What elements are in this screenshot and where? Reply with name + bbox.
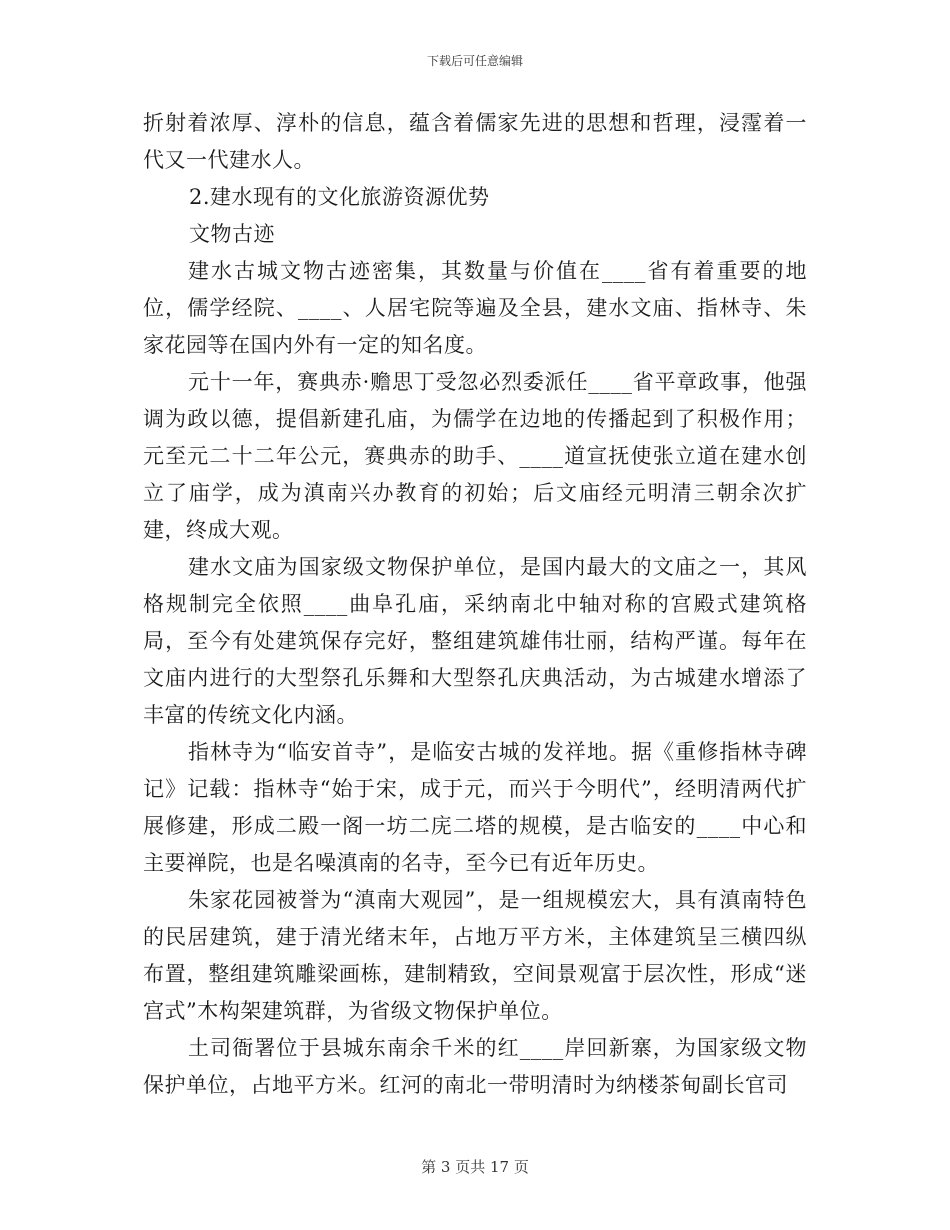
paragraph-confucian-temple: 建水文庙为国家级文物保护单位，是国内最大的文庙之一，其风格规制完全依照____曲阜孔庙，采纳南北中轴对称的宫殿式建筑格局，至今有处建筑保存完好，整组建筑雄伟壮丽，结构严谨。每年在文庙内进行的大型祭孔乐舞和大型祭孔庆典活动，为古城建水增添了丰富的传统文化内涵。 — [143, 555, 807, 727]
section-heading: 2.建水现有的文化旅游资源优势 — [189, 185, 490, 209]
paragraph-overview: 建水古城文物古迹密集，其数量与价值在____省有着重要的地位，儒学经院、____、人居宅院等遍及全县，建水文庙、指林寺、朱家花园等在国内外有一定的知名度。 — [143, 259, 807, 357]
paragraph-tusi-office: 土司衙署位于县城东南余千米的红____岸回新寨，为国家级文物保护单位，占地平方米。红河的南北一带明清时为纳楼茶甸副长官司 — [143, 1036, 807, 1097]
document-body — [143, 105, 807, 1104]
paragraph-zhilin-temple: 指林寺为“临安首寺”，是临安古城的发祥地。据《重修指林寺碑记》记载：指林寺“始于宋，成于元，而兴于今明代”，经明清两代扩展修建，形成二殿一阁一坊二庑二塔的规模，是古临安的____中心和主要禅院，也是名噪滇南的名寺，至今已有近年历史。 — [143, 740, 807, 875]
paragraph-zhu-garden: 朱家花园被誉为“滇南大观园”，是一组规模宏大，具有滇南特色的民居建筑，建于清光绪末年，占地万平方米，主体建筑呈三横四纵布置，整组建筑雕梁画栋，建制精致，空间景观富于层次性，形成“迷宫式”木构架建筑群，为省级文物保护单位。 — [143, 888, 807, 1023]
page-number: 第 3 页共 17 页 — [421, 1158, 529, 1176]
paragraph-history: 元十一年，赛典赤·赡思丁受忽必烈委派任____省平章政事，他强调为政以德，提倡新建孔庙，为儒学在边地的传播起到了积极作用；元至元二十二年公元，赛典赤的助手、____道宣抚使张立道在建水创立了庙学，成为滇南兴办教育的初始；后文庙经元明清三朝余次扩建，终成大观。 — [143, 370, 807, 542]
page-header: 下载后可任意编辑 — [426, 54, 523, 68]
subsection-heading: 文物古迹 — [189, 222, 275, 246]
paragraph-continuation: 折射着浓厚、淳朴的信息，蕴含着儒家先进的思想和哲理，浸霪着一代又一代建水人。 — [143, 111, 807, 172]
